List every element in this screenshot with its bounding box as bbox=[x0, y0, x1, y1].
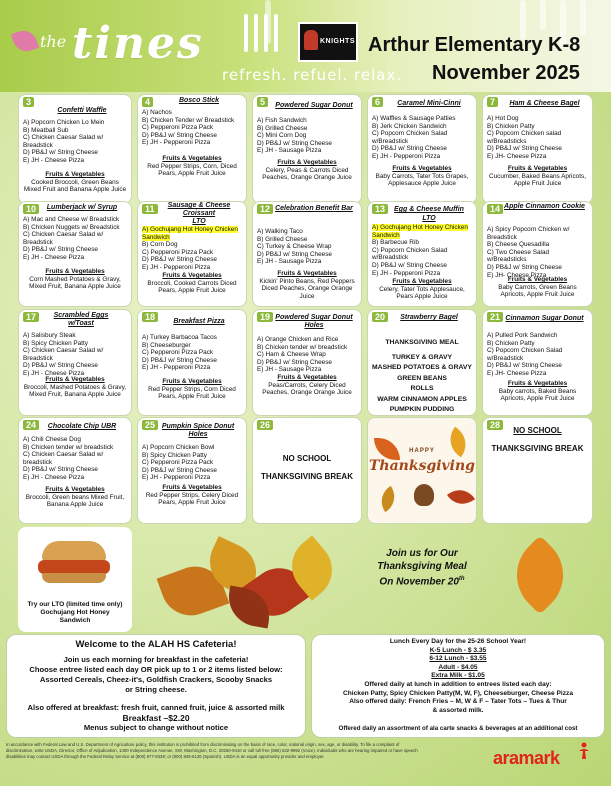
tagline: refresh. refuel. relax. bbox=[222, 66, 403, 84]
day-number: 3 bbox=[23, 97, 34, 107]
day-cell-12 bbox=[252, 201, 362, 307]
chicken-icon bbox=[38, 560, 110, 574]
entree-item: A) Hot Dog bbox=[487, 115, 519, 122]
entree-item: D) PB&J w/ String Cheese bbox=[142, 356, 217, 364]
entree-item bbox=[372, 224, 473, 239]
entree-item: C) Chicken Caesar Salad w/ Breadstick bbox=[23, 134, 104, 149]
maple-leaf-icon bbox=[500, 535, 579, 614]
entree-item: D) PB&J w/ String Cheese bbox=[23, 246, 98, 254]
ala-carte-note: Offered daily an assortment of ala carte snacks & beverages at an additional cost bbox=[338, 725, 578, 732]
leaf-icon bbox=[375, 486, 401, 512]
entree-item: B) Grilled Cheese bbox=[257, 235, 308, 243]
month-title: November 2025 bbox=[432, 62, 580, 84]
lto-label: LTO bbox=[422, 215, 436, 222]
entree-item: C) Pepperoni Pizza Pack bbox=[142, 459, 214, 467]
entree-list bbox=[23, 216, 128, 262]
fruits-vegetables bbox=[371, 165, 473, 188]
entree-item: C) Pepperoni Pizza Pack bbox=[142, 248, 214, 256]
entree-item: E) JH - Sausage Pizza bbox=[257, 258, 322, 266]
breakfast-title: Ham & Cheese Bagel bbox=[509, 100, 580, 107]
entree-item: A) Pulled Pork Sandwich bbox=[487, 332, 558, 339]
entree-item: D) PB&J w/ String Cheese bbox=[23, 149, 98, 157]
entree-item: B) Chicken Patty bbox=[487, 122, 535, 130]
breakfast-line: Choose entree listed each day OR pick up to 1 or 2 items listed below: bbox=[29, 665, 283, 674]
day-number: 4 bbox=[142, 97, 153, 107]
lunch-info-panel bbox=[311, 634, 605, 738]
fv-heading: Fruits & Vegetables bbox=[45, 376, 105, 383]
day-number: 20 bbox=[372, 312, 388, 322]
lunch-daily-items: Chicken Patty, Spicy Chicken Patty(M, W, F), Cheeseburger, Cheese Pizza bbox=[343, 689, 573, 697]
day-number: 7 bbox=[487, 97, 498, 107]
entree-item: C) Popcorn Chicken Salad w/Breadstick bbox=[372, 246, 448, 262]
entree-item: B) Corn Dog bbox=[142, 241, 178, 249]
day-cell-28 bbox=[482, 417, 593, 524]
entree-list bbox=[23, 119, 128, 165]
thanksgiving-meal-list bbox=[368, 338, 476, 416]
aramark-logo: aramark bbox=[493, 748, 560, 768]
fv-text: Cucumber, Baked Beans Apricots, Apple Fruit Juice bbox=[489, 172, 586, 188]
fv-heading: Fruits & Vegetables bbox=[277, 270, 337, 277]
day-cell-25 bbox=[137, 417, 247, 524]
entree-item: D) PB&J w/ String Cheese bbox=[257, 358, 332, 366]
breakfast-title: Caramel Mini-Cinni bbox=[397, 100, 461, 107]
day-number: 11 bbox=[142, 204, 158, 214]
breakfast-title: Powdered Sugar Donut Holes bbox=[275, 314, 353, 329]
breakfast-title: Scrambled Eggs w/Toast bbox=[53, 312, 109, 327]
meal-item: ROLLS bbox=[410, 385, 434, 392]
fruits-vegetables bbox=[256, 270, 358, 300]
turkey-icon bbox=[414, 484, 434, 506]
day-cell-6 bbox=[367, 94, 477, 204]
lunch-price-k5: K-5 Lunch - $ 3.35 bbox=[429, 646, 487, 654]
break-text: THANKSGIVING BREAK bbox=[491, 444, 584, 453]
fv-text: Red Pepper Strips, Corn, Diced Pears, Apple Fruit Juice bbox=[147, 162, 237, 178]
autumn-leaves-image bbox=[137, 527, 362, 632]
menu-note: Menus subject to change without notice bbox=[83, 723, 229, 732]
breakfast-title: Cinnamon Sugar Donut bbox=[505, 315, 584, 322]
entree-item: B) Jerk Chicken Sandwich bbox=[372, 122, 447, 130]
lunch-price-6-12: 6-12 Lunch - $3.55 bbox=[429, 655, 487, 663]
entree-list bbox=[23, 436, 128, 482]
decor-stripe bbox=[540, 0, 546, 30]
day-cell-26 bbox=[252, 417, 362, 524]
breakfast-title: Sausage & Cheese Croissant bbox=[167, 202, 231, 217]
entree-item: B) Chicken Patty bbox=[487, 339, 535, 347]
join-line: Join us for Our bbox=[386, 548, 458, 559]
entree-item: E) JH- Cheese Pizza bbox=[487, 369, 547, 377]
entree-item: D) PB&J w/ String Cheese bbox=[257, 250, 332, 258]
entree-item: C) Chicken Caesar Salad w/ breadstick bbox=[23, 451, 104, 466]
no-school-notice bbox=[483, 426, 592, 436]
fv-heading: Fruits & Vegetables bbox=[162, 484, 222, 491]
day-number: 21 bbox=[487, 312, 503, 322]
entree-item: E) JH - Pepperoni Pizza bbox=[372, 269, 441, 277]
fv-text: Broccoli, Green beans Mixed Fruit, Banana Apple Juice bbox=[25, 493, 125, 509]
lunch-also: Also offered daily: French Fries – M, W & F – Tater Tots – Tues & Thur bbox=[349, 698, 567, 706]
entree-item: B) Chicken tender w/ breadstick bbox=[257, 343, 348, 351]
meal-item: GREEN BEANS bbox=[397, 374, 447, 382]
fruits-vegetables bbox=[486, 276, 589, 299]
breakfast-title: Lumberjack w/ Syrup bbox=[46, 204, 118, 211]
day-number: 17 bbox=[23, 312, 39, 322]
entree-item: C) Popcorn Chicken Salad w/Breadstick bbox=[372, 130, 448, 145]
day-number: 12 bbox=[257, 204, 273, 214]
meal-item: MASHED POTATOES & GRAVY bbox=[372, 364, 472, 371]
entree-item: D) PB&J w/ String Cheese bbox=[372, 145, 447, 153]
meal-item: TURKEY & GRAVY bbox=[391, 353, 453, 361]
lto-promo bbox=[18, 527, 132, 632]
meal-title: THANKSGIVING MEAL bbox=[385, 339, 459, 346]
breakfast-title: Strawberry Bagel bbox=[400, 314, 458, 321]
day-number: 13 bbox=[372, 204, 388, 214]
entree-item: D) PB&J w/ String Cheese bbox=[142, 256, 217, 264]
fv-text: Peas/Carrots, Celery Diced Peaches, Orange Orange Juice bbox=[262, 381, 352, 397]
entree-item: E) JH - Cheese Pizza bbox=[23, 253, 85, 261]
fruits-vegetables bbox=[486, 380, 589, 403]
entree-item: E) JH - Pepperoni Pizza bbox=[142, 263, 211, 271]
entree-list bbox=[142, 334, 243, 372]
breakfast-title: Celebration Benefit Bar bbox=[275, 205, 353, 212]
entree-item: E) JH- Cheese Pizza bbox=[487, 152, 547, 160]
knight-helmet-icon bbox=[304, 30, 318, 50]
knights-logo bbox=[298, 22, 358, 62]
fv-heading: Fruits & Vegetables bbox=[45, 486, 105, 493]
breakfast-title: Apple Cinnamon Cookie bbox=[504, 203, 585, 210]
entree-item: D) PB&J w/ String Cheese bbox=[487, 362, 562, 370]
entree-item: D) PB&J w/ String Cheese bbox=[23, 362, 98, 370]
fv-text: Red Pepper Strips, Corn Diced Pears, Apple Fruit Juice bbox=[148, 385, 236, 401]
entree-list bbox=[23, 332, 128, 378]
entree-item: C) Popcorn Chicken Salad w/Breadstick bbox=[487, 347, 563, 362]
entree-list bbox=[372, 115, 473, 161]
day-number: 19 bbox=[257, 312, 273, 322]
nondiscrimination-statement: In accordance with Federal Law and U.S. Department of Agriculture policy, this institution is prohibited from discriminating on the basis of race, color, national origin, sex, age, or disability. To file a complaint of discrimination, write USDA, Director, Office of Adjudication, 1400 Independence Avenue, SW, Washington, D.C. 20250-9410 or call toll free (866) 632-9992 (Voice). Individuals who are hearing impaired or have speech disabilities may contact USDA through the Federal Relay Service at (800) 877-8339; or (800) 845-6136 (Spanish). USDA is an equal opportunity provider and employer. bbox=[6, 742, 418, 759]
fruits-vegetables bbox=[141, 272, 243, 295]
entree-item: A) Orange Chicken and Rice bbox=[257, 336, 339, 343]
day-number: 25 bbox=[142, 420, 158, 430]
fv-text: Baby carrots, Baked Beans Apricots, Apple Fruit Juice bbox=[498, 387, 577, 403]
entree-item: B) Barbecue Rib bbox=[372, 239, 419, 247]
entree-item: E) JH - Sausage Pizza bbox=[257, 366, 322, 374]
day-number: 14 bbox=[487, 204, 503, 214]
day-cell-14 bbox=[482, 201, 593, 307]
entree-item: B) Spicy Chicken Patty bbox=[23, 339, 88, 347]
no-school-notice bbox=[253, 454, 361, 482]
breakfast-title: Breakfast Pizza bbox=[173, 318, 225, 325]
leaf-logo-icon bbox=[11, 27, 39, 55]
join-line: Thanksgiving Meal bbox=[377, 561, 467, 572]
entree-list bbox=[487, 115, 589, 161]
entree-item: C) Popcorn Chicken salad w/Breadsticks bbox=[487, 130, 562, 145]
lunch-title: Lunch Every Day for the 25-26 School Year! bbox=[389, 638, 527, 645]
lto-caption bbox=[18, 601, 132, 625]
breakfast-price: Breakfast –$2.20 bbox=[122, 713, 190, 723]
fruits-vegetables bbox=[486, 165, 589, 188]
entree-item: D) PB&J w/ String Cheese bbox=[487, 263, 562, 271]
entree-list bbox=[142, 444, 243, 482]
entree-item: C) Ham & Cheese Wrap bbox=[257, 351, 326, 359]
entree-item: E) JH - Cheese Pizza bbox=[23, 156, 85, 164]
entree-item: A) Spicy Popcorn Chicken w/ Breadstick bbox=[487, 226, 570, 241]
entree-item: B) Grilled Cheese bbox=[257, 124, 308, 132]
day-cell-18 bbox=[137, 309, 247, 416]
sandwich-bun-icon bbox=[42, 541, 106, 561]
entree-item: C) Two Cheese Salad w/Breadsticks bbox=[487, 248, 550, 264]
entree-item: B) Chicken Nuggets w/ Breadstick bbox=[23, 223, 120, 231]
entree-list bbox=[487, 332, 589, 378]
breakfast-line: Assorted Cereals, Cheez-it's, Goldfish Crackers, Scooby Snacks bbox=[39, 675, 273, 684]
meal-item: PUMPKIN PUDDING bbox=[389, 406, 455, 413]
header-banner bbox=[0, 0, 611, 92]
day-cell-21 bbox=[482, 309, 593, 416]
join-us-text bbox=[367, 547, 477, 588]
fruits-vegetables bbox=[22, 171, 128, 194]
breakfast-title: Bosco Stick bbox=[178, 97, 220, 104]
day-cell-10 bbox=[18, 201, 132, 307]
day-number: 24 bbox=[23, 420, 39, 430]
lto-label: LTO bbox=[192, 218, 206, 225]
fv-text: Corn Mashed Potatoes & Gravy, Mixed Fruit, Banana Apple Juice bbox=[29, 275, 121, 291]
fv-heading: Fruits & Vegetables bbox=[507, 276, 568, 283]
entree-item: E) JH - Pepperoni Pizza bbox=[142, 474, 211, 482]
highlighted-entree: A) Gochujang Hot Honey Chicken Sandwich bbox=[372, 224, 468, 239]
entree-item: E) JH- Cheese Pizza bbox=[487, 271, 547, 279]
day-cell-19 bbox=[252, 309, 362, 416]
breakfast-title: Pumpkin Spice Donut Holes bbox=[161, 423, 235, 438]
lunch-price-adult: Adult - $4.05 bbox=[438, 663, 478, 671]
entree-item: C) Chicken Caesar Salad w/ Breadstick bbox=[23, 231, 104, 246]
breakfast-title: Chocolate Chip UBR bbox=[47, 423, 117, 430]
entree-item: A) Salisbury Steak bbox=[23, 332, 76, 339]
breakfast-line: or String cheese. bbox=[125, 685, 187, 694]
entree-item: E) JH - Cheese Pizza bbox=[23, 473, 85, 481]
sandwich-base-icon bbox=[42, 573, 106, 583]
entree-item: B) Meatball Sub bbox=[23, 126, 69, 134]
entree-list bbox=[142, 109, 243, 147]
entree-item: C) Chicken Caesar Salad w/ Breadstick bbox=[23, 347, 104, 362]
day-cell-11 bbox=[137, 201, 247, 307]
fruits-vegetables bbox=[141, 155, 243, 178]
fv-heading: Fruits & Vegetables bbox=[507, 380, 568, 387]
entree-list bbox=[257, 228, 358, 266]
maple-leaf-image bbox=[482, 527, 593, 632]
day-cell-24 bbox=[18, 417, 132, 524]
entree-item: E) JH - Pepperoni Pizza bbox=[142, 139, 211, 147]
entree-item: C) Pepperoni Pizza Pack bbox=[142, 349, 214, 357]
day-number: 28 bbox=[487, 420, 503, 430]
break-text: THANKSGIVING BREAK bbox=[260, 472, 353, 481]
entree-item: A) Popcorn Chicken Bowl bbox=[142, 444, 215, 451]
day-number: 26 bbox=[257, 420, 273, 430]
entree-item: E) JH - Pepperoni Pizza bbox=[372, 152, 441, 160]
entree-item: A) Walking Taco bbox=[257, 228, 303, 235]
lunch-also-2: & assorted milk. bbox=[432, 706, 484, 714]
no-school-text: NO SCHOOL bbox=[513, 426, 562, 435]
day-number: 10 bbox=[23, 204, 39, 214]
fv-text: Broccoli, Cooked Carrots Diced Pears, Apple Fruit Juice bbox=[147, 279, 237, 295]
fv-text: Celery, Peas & Carrots Diced Peaches, Orange Orange Juice bbox=[262, 166, 352, 182]
day-cell-5 bbox=[252, 94, 362, 204]
fv-heading: Fruits & Vegetables bbox=[162, 155, 222, 162]
entree-list bbox=[487, 226, 589, 279]
fv-heading: Fruits & Vegetables bbox=[507, 165, 568, 172]
breakfast-title: Confetti Waffle bbox=[57, 107, 107, 114]
fv-text: Cooked Broccoli, Green Beans Mixed Fruit and Banana Apple Juice bbox=[23, 178, 127, 194]
day-cell-13 bbox=[367, 201, 477, 307]
lto-caption-line: Sandwich bbox=[59, 617, 91, 624]
entree-item: C) Turkey & Cheese Wrap bbox=[257, 243, 332, 251]
breakfast-lines bbox=[13, 655, 299, 695]
fruits-vegetables bbox=[22, 268, 128, 291]
fork-icon bbox=[242, 14, 282, 56]
highlighted-entree: A) Gochujang Hot Honey Chicken Sandwich bbox=[142, 226, 238, 241]
leaf-icon bbox=[447, 484, 475, 511]
day-number: 5 bbox=[257, 97, 268, 107]
extra-milk-price: Extra Milk - $1.05 bbox=[431, 672, 485, 680]
fruits-vegetables bbox=[256, 159, 358, 182]
fv-heading: Fruits & Vegetables bbox=[162, 378, 222, 385]
entree-item: C) Mini Corn Dog bbox=[257, 132, 307, 140]
entree-item: D) PB&J w/ String Cheese bbox=[487, 145, 562, 153]
entree-item: E) JH - Cheese Pizza bbox=[23, 369, 85, 377]
no-school-text: NO SCHOOL bbox=[282, 454, 332, 463]
lto-caption-line: Try our LTO (limited time only) bbox=[27, 601, 123, 608]
lunch-offered: Offered daily at lunch in addition to entrees listed each day: bbox=[364, 680, 552, 688]
entree-item: A) Chili Cheese Dog bbox=[23, 436, 81, 443]
day-cell-7 bbox=[482, 94, 593, 204]
entree-item: D) PB&J w/ String Cheese bbox=[23, 466, 98, 474]
entree-item: A) Popcorn Chicken Lo Mein bbox=[23, 119, 105, 126]
decor-stripe bbox=[580, 0, 586, 36]
day-cell-27 bbox=[367, 417, 477, 524]
meal-item: WARM CINNAMON APPLES bbox=[377, 395, 467, 403]
fv-heading: Fruits & Vegetables bbox=[392, 278, 452, 285]
fv-heading: Fruits & Vegetables bbox=[392, 165, 452, 172]
entree-list bbox=[257, 336, 358, 374]
fv-heading: Fruits & Vegetables bbox=[162, 272, 222, 279]
entree-item: D) PB&J w/ String Cheese bbox=[142, 131, 217, 139]
entree-list bbox=[142, 226, 243, 272]
happy-text: HAPPY bbox=[409, 448, 435, 454]
breakfast-extra bbox=[13, 703, 299, 733]
entree-item bbox=[142, 226, 243, 241]
entree-list bbox=[372, 224, 473, 277]
lunch-lines bbox=[318, 638, 598, 715]
breakfast-title: Egg & Cheese Muffin bbox=[394, 206, 464, 213]
day-cell-17 bbox=[18, 309, 132, 416]
entree-item: B) Cheese Quesadilla bbox=[487, 241, 550, 249]
day-cell-20 bbox=[367, 309, 477, 416]
fv-heading: Fruits & Vegetables bbox=[45, 268, 105, 275]
entree-list bbox=[257, 117, 358, 155]
join-us-note bbox=[367, 527, 477, 632]
fv-text: Kickin' Pinto Beans, Red Peppers Diced Peaches, Orange Orange Juice bbox=[259, 277, 355, 300]
fv-text: Broccoli, Mashed Potatoes & Gravy, Mixed Fruit, Banana Apple Juice bbox=[23, 383, 127, 399]
school-title: Arthur Elementary K-8 bbox=[368, 34, 581, 56]
fruits-vegetables bbox=[256, 374, 358, 397]
fv-heading: Fruits & Vegetables bbox=[277, 374, 337, 381]
aramark-figure-icon bbox=[578, 742, 590, 760]
fv-text: Baby Carrots, Tater Tots Grapes, Applesauce Apple Juice bbox=[375, 172, 469, 188]
fruits-vegetables bbox=[22, 376, 128, 399]
knights-logo-text: KNIGHTS bbox=[320, 38, 355, 45]
fv-text: Celery, Tater Tots Applesauce, Pears Apple Juice bbox=[379, 285, 465, 301]
entree-item: A) Turkey Barbacoa Tacos bbox=[142, 334, 217, 341]
entree-item: D) PB&J w/ String Cheese bbox=[142, 466, 217, 474]
entree-item: B) Chicken Tender w/ Breadstick bbox=[142, 116, 235, 124]
breakfast-line: Join us each morning for breakfast in the cafeteria! bbox=[63, 655, 249, 664]
entree-item: E) JH - Sausage Pizza bbox=[257, 147, 322, 155]
logo-tines: tines bbox=[72, 18, 204, 69]
day-cell-4 bbox=[137, 94, 247, 204]
day-number: 6 bbox=[372, 97, 383, 107]
entree-item: A) Nachos bbox=[142, 109, 172, 116]
entree-item: A) Mac and Cheese w/ Breadstick bbox=[23, 216, 120, 223]
fv-text: Baby Carrots, Green Beans Apricots, Apple Fruit Juice bbox=[498, 283, 577, 299]
entree-item: B) Spicy Chicken Patty bbox=[142, 451, 207, 459]
entree-item: A) Waffles & Sausage Patties bbox=[372, 115, 456, 122]
fruits-vegetables bbox=[141, 484, 243, 507]
cafeteria-title: Welcome to the ALAH HS Cafeteria! bbox=[75, 639, 237, 650]
fruits-vegetables bbox=[22, 486, 128, 509]
entree-item: E) JH - Pepperoni Pizza bbox=[142, 364, 211, 372]
fv-heading: Fruits & Vegetables bbox=[277, 159, 337, 166]
entree-item: D) PB&J w/ String Cheese bbox=[372, 261, 447, 269]
join-sup: th bbox=[458, 576, 465, 582]
fv-text: Red Pepper Strips, Celery Diced Pears, Apple Fruit Juice bbox=[145, 491, 239, 507]
day-number: 18 bbox=[142, 312, 158, 322]
lto-caption-line: Gochujang Hot Honey bbox=[40, 609, 110, 616]
fv-heading: Fruits & Vegetables bbox=[45, 171, 105, 178]
join-line: On November 20 bbox=[379, 576, 459, 588]
breakfast-title: Powdered Sugar Donut bbox=[275, 102, 353, 109]
logo-the: the bbox=[40, 32, 67, 51]
thanksgiving-word: Thanksgiving bbox=[369, 458, 475, 474]
entree-item: B) Cheeseburger bbox=[142, 341, 191, 349]
breakfast-info-panel bbox=[6, 634, 306, 738]
entree-item: B) Chicken tender w/ breadstick bbox=[23, 443, 114, 451]
entree-item: C) Pepperoni Pizza Pack bbox=[142, 124, 214, 132]
break-notice bbox=[483, 444, 592, 454]
fruits-vegetables bbox=[371, 278, 473, 301]
entree-item: A) Fish Sandwich bbox=[257, 117, 307, 124]
breakfast-also: Also offered at breakfast: fresh fruit, canned fruit, juice & assorted milk bbox=[27, 703, 285, 712]
fruits-vegetables bbox=[141, 378, 243, 401]
entree-item: D) PB&J w/ String Cheese bbox=[257, 139, 332, 147]
day-cell-3 bbox=[18, 94, 132, 204]
